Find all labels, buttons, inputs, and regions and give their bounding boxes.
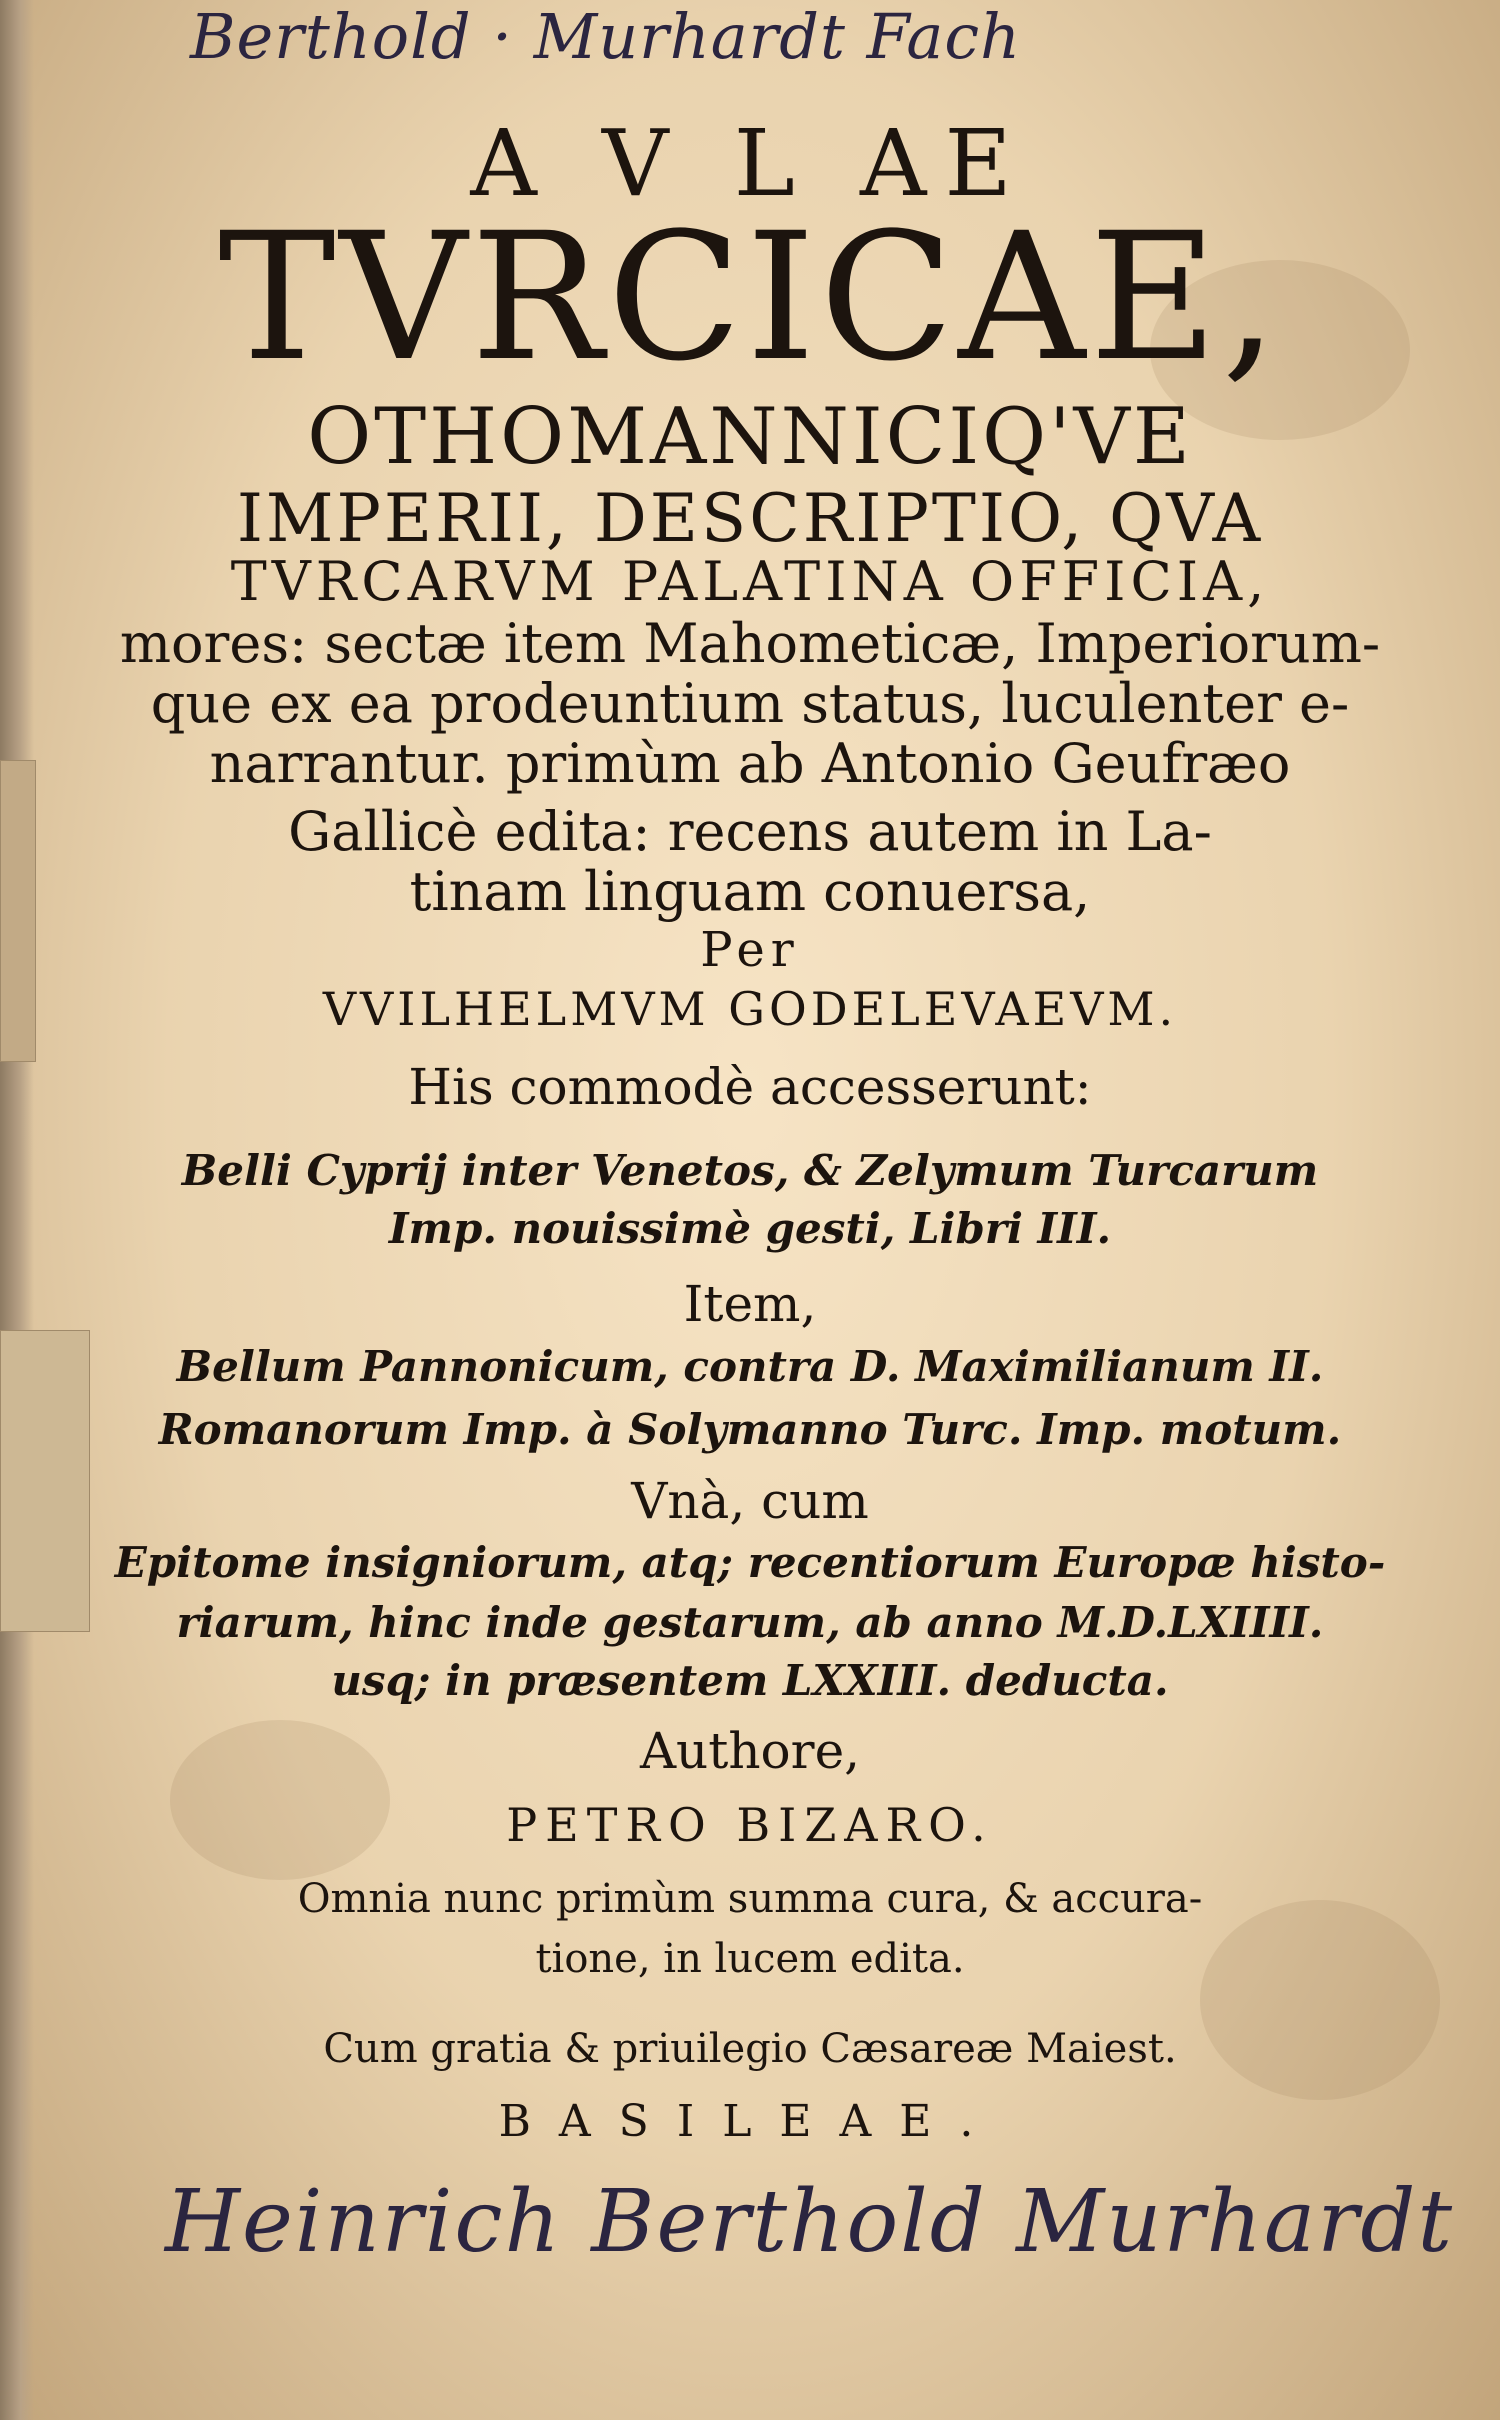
una-cum-label: Vnà, cum	[631, 1472, 869, 1530]
author-name: PETRO BIZARO.	[506, 1798, 994, 1852]
per-label: Per	[700, 922, 800, 978]
body-line: narrantur. primùm ab Antonio Geufræo	[209, 732, 1291, 795]
title-turcicae: TVRCICAE,	[218, 195, 1282, 400]
omnia-line: tione, in lucem edita.	[535, 1936, 965, 1982]
bellum-pannonicum-line: Romanorum Imp. à Solymanno Turc. Imp. motum.	[158, 1405, 1342, 1454]
bellum-pannonicum-line: Bellum Pannonicum, contra D. Maximilianum II.	[176, 1342, 1324, 1391]
body-line: tinam linguam conuersa,	[409, 860, 1091, 923]
authore-label: Authore,	[639, 1722, 861, 1780]
signature: Heinrich Berthold Murhardt	[165, 2172, 1455, 2272]
body-line: mores: sectæ item Mahometicæ, Imperiorum-	[119, 612, 1381, 675]
belli-cyprii-line: Imp. nouissimè gesti, Libri III.	[388, 1204, 1112, 1253]
omnia-line: Omnia nunc primùm summa cura, & accura-	[297, 1876, 1203, 1922]
epitome-line: riarum, hinc inde gestarum, ab anno M.D.LXIIII.	[176, 1598, 1324, 1647]
title-othomannicique: OTHOMANNICIQ'VE	[307, 392, 1193, 482]
title-aulae: A V L AE	[470, 110, 1030, 217]
title-imperii: IMPERII, DESCRIPTIO, QVA	[236, 480, 1264, 557]
epitome-line: Epitome insigniorum, atq; recentiorum Europæ histo-	[114, 1538, 1386, 1587]
translator-name: VVILHELMVM GODELEVAEVM.	[322, 982, 1178, 1036]
place-of-publication: BASILEAE.	[498, 2096, 1002, 2147]
privilege-line: Cum gratia & priuilegio Cæsareæ Maiest.	[323, 2026, 1177, 2072]
ownership-inscription: Berthold · Murhardt Fach	[190, 0, 1022, 73]
body-line: que ex ea prodeuntium status, luculenter e-	[150, 672, 1350, 735]
title-turcarum: TVRCARVM PALATINA OFFICIA,	[230, 550, 1270, 613]
epitome-line: usq; in præsentem LXXIII. deducta.	[331, 1656, 1169, 1705]
his-commode-line: His commodè accesserunt:	[408, 1058, 1092, 1116]
belli-cyprii-line: Belli Cyprij inter Venetos, & Zelymum Turcarum	[181, 1146, 1319, 1195]
body-line: Gallicè edita: recens autem in La-	[288, 800, 1212, 863]
item-label: Item,	[683, 1275, 817, 1333]
